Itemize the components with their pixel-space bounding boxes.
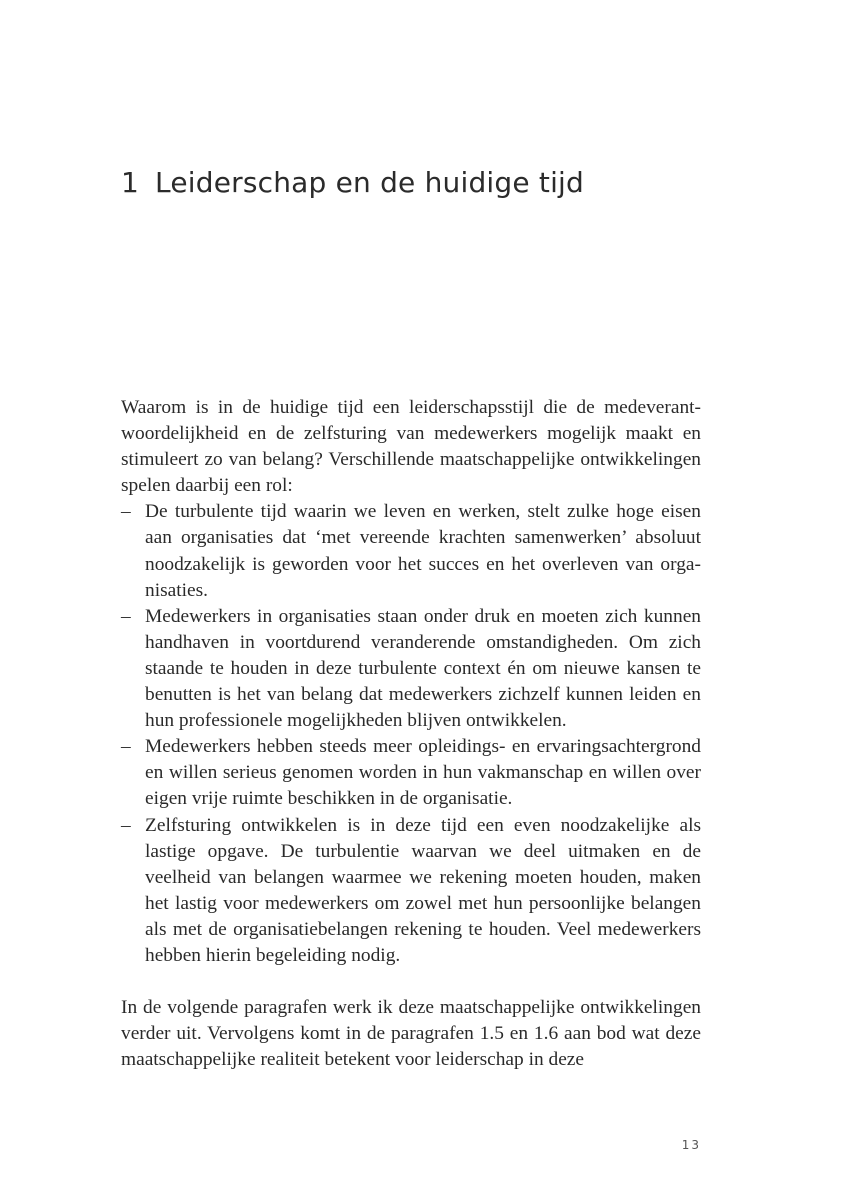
bullet-list xyxy=(121,499,701,969)
list-item xyxy=(121,734,701,812)
dash-marker: – xyxy=(121,605,131,627)
closing-paragraph: In de volgende paragrafen werk ik deze maatschappelijke ontwikkelingen verder uit. Vervolgens komt in de paragrafen 1.5 en 1.6 aan bod wat deze maatschappelijke realiteit betekent voor leiderschap in deze xyxy=(121,997,701,1071)
list-item xyxy=(121,813,701,970)
list-item xyxy=(121,604,701,734)
list-item-text: Medewerkers hebben steeds meer opleidings- en ervaringsachtergrond en willen serieus genomen worden in hun vakmanschap en willen over eigen vrije ruimte beschikken in de organisatie. xyxy=(145,736,701,810)
dash-marker: – xyxy=(121,814,131,836)
list-item-text: Zelfsturing ontwikkelen is in deze tijd een even noodzakelijke als lastige opgave. De turbulentie waarvan we deel uitmaken en de veelheid van belangen waarmee we rekening moeten houden, maken het lastig voor medewerkers om zowel met hun persoonlijke belangen als met de organisatiebelangen rekening te houden. Veel medewerkers hebben hierin begeleiding nodig. xyxy=(145,814,701,966)
list-item xyxy=(121,499,701,603)
list-item-text: Medewerkers in organisaties staan onder druk en moeten zich kunnen handhaven in voortdurend veranderende omstandigheden. Om zich staande te houden in deze turbulente context én om nieuwe kansen te benutten is het van belang dat medewerkers zichzelf kunnen leiden en hun professionele mogelijkheden blijven ontwikkelen. xyxy=(145,605,701,732)
dash-marker: – xyxy=(121,501,131,523)
chapter-body xyxy=(121,395,701,1073)
chapter-title xyxy=(121,166,584,199)
page-number: 13 xyxy=(681,1138,701,1152)
intro-paragraph: Waarom is in de huidige tijd een leiderschapsstijl die de medeverantwoordelijkheid en de zelfsturing van medewerkers mogelijk maakt en stimuleert zo van belang? Verschillende maatschappelijke ontwikkelingen spelen daarbij een rol: xyxy=(121,397,701,497)
list-item-text: De turbulente tijd waarin we leven en werken, stelt zulke hoge eisen aan organisaties dat ‘met vereende krachten samenwerken’ absoluut noodzakelijk is geworden voor het succes en het overleven van organisaties. xyxy=(145,501,701,601)
dash-marker: – xyxy=(121,736,131,758)
chapter-number: 1 xyxy=(121,166,140,199)
chapter-title-text: Leiderschap en de huidige tijd xyxy=(155,166,585,199)
